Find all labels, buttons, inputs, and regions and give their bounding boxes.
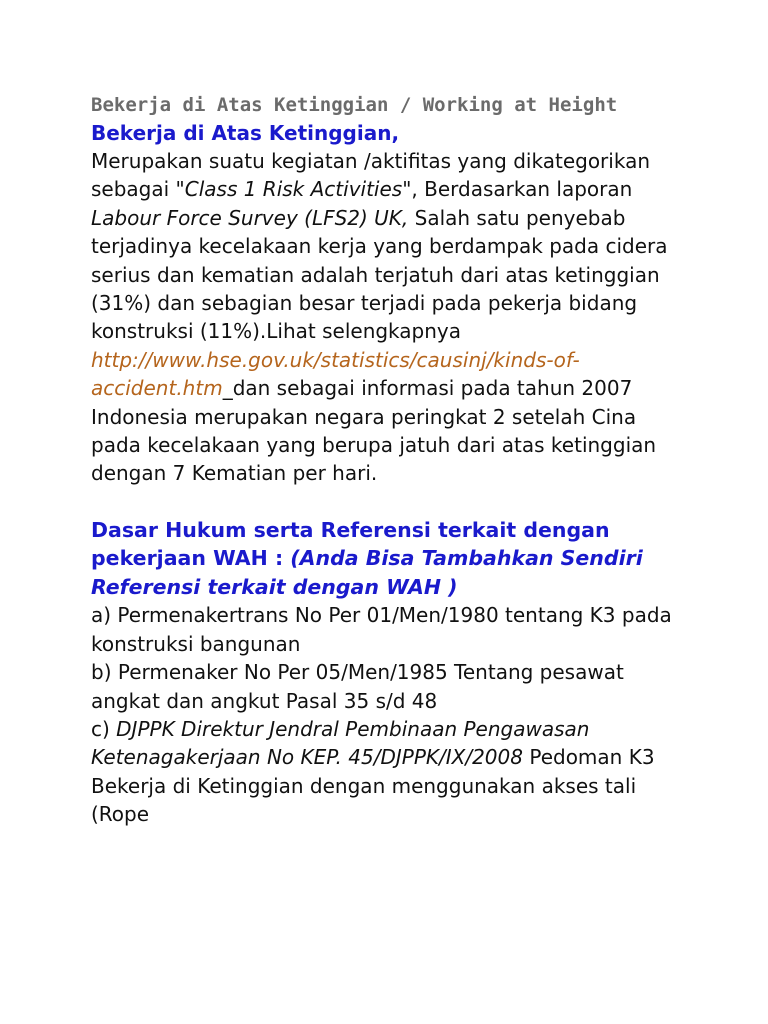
reference-item-b: b) Permenaker No Per 05/Men/1985 Tentang pesawat angkat dan angkut Pasal 35 s/d 48 — [91, 660, 624, 713]
legal-basis-heading-note: (Anda Bisa Tambahkan Sendiri Referensi terkait dengan WAH ) — [91, 546, 643, 599]
legal-reference-list — [91, 601, 691, 828]
section-intro — [91, 119, 691, 488]
indonesia-info-text: dan sebagai informasi pada tahun 2007 Indonesia merupakan negara peringkat 2 setelah Cina pada kecelakaan yang berupa jatuh dari atas ketinggian dengan 7 Kematian per hari. — [91, 376, 657, 486]
statistics-text: Salah satu penyebab terjadinya kecelakaan kerja yang berdampak pada cidera serius dan kematian adalah terjatuh dari atas ketinggian (31%) dan sebagian besar terjadi pada pekerja bidang konstruksi (11%).Lihat selengkapnya — [91, 205, 668, 344]
class-risk-text: Class 1 Risk Activities — [184, 177, 403, 202]
legal-basis-heading — [91, 516, 691, 602]
lfs-text: Labour Force Survey (LFS2) UK, — [91, 205, 409, 230]
section-heading-wah: Bekerja di Atas Ketinggian, — [91, 121, 400, 145]
reference-item-a: a) Permenakertrans No Per 01/Men/1980 tentang K3 pada konstruksi bangunan — [91, 603, 672, 656]
reference-item-c — [91, 715, 691, 829]
reference-item-c-text: Pedoman K3 Bekerja di Ketinggian dengan menggunakan akses tali (Rope — [91, 745, 655, 827]
document-page — [91, 92, 691, 829]
link-suffix: _ — [222, 376, 233, 401]
hse-statistics-link[interactable]: http://www.hse.gov.uk/statistics/causinj/kinds-of-accident.htm — [91, 347, 580, 401]
after-class-text: ", Berdasarkan laporan — [402, 177, 633, 202]
legal-basis-heading-text: Dasar Hukum serta Referensi terkait dengan pekerjaan WAH : — [91, 517, 610, 571]
reference-item-c-decree: DJPPK Direktur Jendral Pembinaan Pengawasan Ketenagakerjaan No KEP. 45/DJPPK/IX/2008 — [91, 717, 590, 770]
document-title: Bekerja di Atas Ketinggian / Working at Height — [91, 94, 618, 116]
reference-item-c-prefix: c) — [91, 717, 117, 741]
intro-text: Merupakan suatu kegiatan /aktifitas yang dikategorikan sebagai " — [91, 149, 650, 202]
